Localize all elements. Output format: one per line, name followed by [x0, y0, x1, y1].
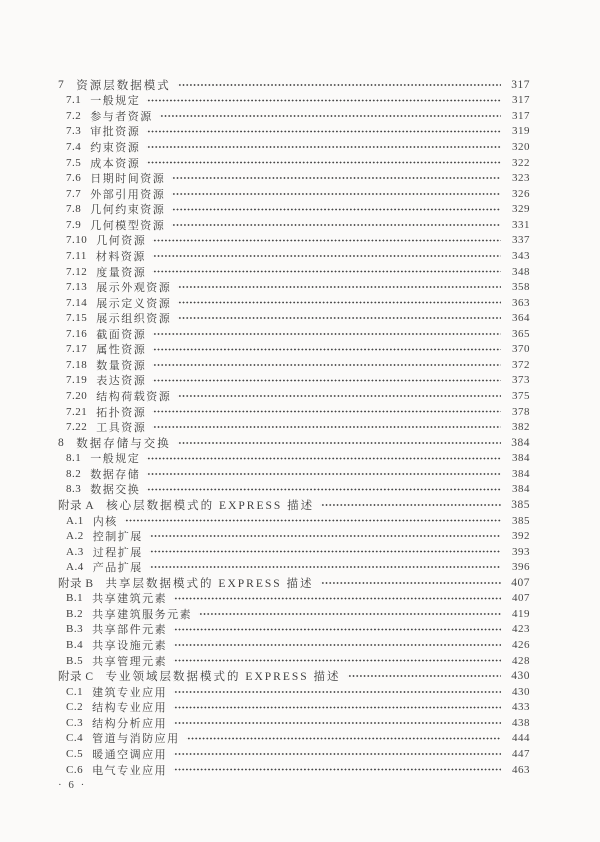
toc-row — [0, 731, 600, 747]
toc-row — [0, 653, 600, 669]
entry-page-number: 393 — [512, 545, 530, 558]
entry-page-number: 372 — [512, 358, 530, 371]
toc-row — [0, 513, 600, 529]
entry-page-number: 382 — [512, 421, 530, 434]
dot-leader — [152, 248, 501, 264]
entry-number: B.2 — [66, 607, 84, 620]
dot-leader — [171, 217, 501, 233]
entry-page-number: 365 — [512, 327, 530, 340]
entry-page-number: 384 — [511, 436, 530, 449]
entry-page-number: 337 — [512, 234, 530, 247]
entry-title: 约束资源 — [90, 142, 141, 155]
page-number: · 6 · — [58, 779, 87, 792]
dot-leader — [152, 373, 501, 389]
entry-title: 内核 — [92, 515, 118, 528]
toc-row — [0, 295, 600, 311]
toc-row — [0, 186, 600, 202]
entry-number: 7.3 — [66, 125, 82, 138]
entry-page-number: 331 — [512, 218, 530, 231]
entry-page-number: 317 — [511, 78, 530, 91]
dot-leader — [152, 233, 501, 249]
entry-number: 8.1 — [66, 452, 82, 465]
dot-leader — [124, 513, 501, 529]
entry-title: 展示组织资源 — [96, 313, 172, 326]
entry-title: 结构分析应用 — [92, 717, 168, 730]
entry-number: 7.20 — [66, 390, 88, 403]
entry-number: 7.1 — [66, 94, 82, 107]
entry-page-number: 385 — [511, 498, 530, 511]
toc-row — [0, 684, 600, 700]
entry-number: C.3 — [66, 716, 84, 729]
entry-number: 7.14 — [66, 296, 88, 309]
toc-row — [0, 746, 600, 762]
toc-row — [0, 388, 600, 404]
dot-leader — [152, 326, 501, 342]
entry-title: 度量资源 — [96, 266, 147, 279]
entry-number: 7.7 — [66, 187, 82, 200]
entry-title: 结构专业应用 — [92, 702, 168, 715]
toc-row — [0, 170, 600, 186]
entry-number: 附录 C — [58, 671, 94, 684]
dot-leader — [171, 202, 501, 218]
toc-row — [0, 326, 600, 342]
entry-page-number: 463 — [512, 763, 530, 776]
entry-title: 一般规定 — [90, 453, 141, 466]
entry-number: 8 — [58, 436, 65, 449]
entry-page-number: 363 — [512, 296, 530, 309]
entry-title: 几何模型资源 — [90, 219, 166, 232]
entry-page-number: 343 — [512, 249, 530, 262]
entry-number: 7.22 — [66, 421, 88, 434]
toc-row — [0, 404, 600, 420]
dot-leader — [152, 342, 501, 358]
entry-number: 附录 B — [58, 577, 94, 590]
entry-title: 截面资源 — [96, 328, 147, 341]
entry-number: C.4 — [66, 732, 84, 745]
entry-page-number: 407 — [512, 592, 530, 605]
toc-row — [0, 310, 600, 326]
toc-row — [0, 497, 600, 513]
dot-leader — [171, 186, 501, 202]
dot-leader — [173, 653, 501, 669]
entry-page-number: 348 — [512, 265, 530, 278]
entry-page-number: 319 — [512, 125, 530, 138]
dot-leader — [152, 264, 501, 280]
entry-page-number: 426 — [512, 639, 530, 652]
dot-leader — [173, 637, 501, 653]
entry-page-number: 385 — [512, 514, 530, 527]
entry-number: 7.6 — [66, 172, 82, 185]
dot-leader — [152, 404, 501, 420]
toc-row — [0, 762, 600, 778]
entry-title: 展示定义资源 — [96, 297, 172, 310]
dot-leader — [177, 388, 501, 404]
dot-leader — [173, 746, 501, 762]
entry-number: 7.19 — [66, 374, 88, 387]
dot-leader — [149, 528, 501, 544]
toc-row — [0, 419, 600, 435]
toc-row — [0, 700, 600, 716]
entry-page-number: 373 — [512, 374, 530, 387]
entry-title: 几何约束资源 — [90, 204, 166, 217]
dot-leader — [177, 310, 501, 326]
entry-number: 7.16 — [66, 327, 88, 340]
entry-page-number: 322 — [512, 156, 530, 169]
entry-number: B.4 — [66, 639, 84, 652]
toc-row — [0, 637, 600, 653]
dot-leader — [347, 668, 501, 684]
entry-title: 共享部件元素 — [92, 624, 168, 637]
dot-leader — [320, 497, 501, 513]
toc-row — [0, 108, 600, 124]
entry-page-number: 378 — [512, 405, 530, 418]
entry-page-number: 433 — [512, 701, 530, 714]
toc-row — [0, 715, 600, 731]
dot-leader — [173, 715, 501, 731]
toc-row — [0, 279, 600, 295]
entry-number: A.2 — [66, 530, 84, 543]
entry-title: 过程扩展 — [92, 546, 143, 559]
entry-number: 7.13 — [66, 281, 88, 294]
entry-number: 7.12 — [66, 265, 88, 278]
dot-leader — [173, 622, 501, 638]
entry-page-number: 438 — [512, 716, 530, 729]
entry-number: 7.17 — [66, 343, 88, 356]
entry-number: 8.3 — [66, 483, 82, 496]
toc-row — [0, 668, 600, 684]
entry-number: A.1 — [66, 514, 84, 527]
toc-row — [0, 373, 600, 389]
entry-title: 数量资源 — [96, 359, 147, 372]
entry-page-number: 407 — [511, 576, 530, 589]
dot-leader — [146, 466, 501, 482]
entry-number: 7.5 — [66, 156, 82, 169]
entry-number: B.5 — [66, 654, 84, 667]
entry-title: 产品扩展 — [92, 562, 143, 575]
dot-leader — [149, 544, 501, 560]
toc-row — [0, 139, 600, 155]
dot-leader — [173, 762, 501, 778]
toc-row — [0, 591, 600, 607]
toc-row — [0, 124, 600, 140]
dot-leader — [320, 575, 501, 591]
dot-leader — [146, 93, 501, 109]
toc-row — [0, 217, 600, 233]
entry-page-number: 384 — [512, 483, 530, 496]
dot-leader — [159, 108, 501, 124]
entry-number: 7.18 — [66, 358, 88, 371]
entry-number: A.3 — [66, 545, 84, 558]
entry-page-number: 320 — [512, 141, 530, 154]
entry-title: 日期时间资源 — [90, 173, 166, 186]
entry-number: 7.10 — [66, 234, 88, 247]
entry-title: 共享设施元素 — [92, 640, 168, 653]
entry-title: 电气专业应用 — [92, 764, 168, 777]
entry-title: 外部引用资源 — [90, 188, 166, 201]
entry-title: 成本资源 — [90, 157, 141, 170]
dot-leader — [171, 170, 501, 186]
dot-leader — [173, 684, 501, 700]
entry-page-number: 323 — [512, 172, 530, 185]
entry-title: 材料资源 — [95, 250, 146, 263]
entry-page-number: 430 — [512, 685, 530, 698]
dot-leader — [152, 357, 501, 373]
toc-row — [0, 155, 600, 171]
entry-title: 表达资源 — [96, 375, 147, 388]
entry-title: 暖通空调应用 — [92, 748, 168, 761]
entry-title: 数据存储 — [90, 468, 141, 481]
entry-title: 展示外观资源 — [96, 282, 172, 295]
entry-title: 核心层数据模式的 EXPRESS 描述 — [106, 499, 315, 512]
entry-page-number: 430 — [511, 670, 530, 683]
entry-number: B.1 — [66, 592, 84, 605]
dot-leader — [146, 482, 501, 498]
dot-leader — [177, 295, 501, 311]
toc-row — [0, 466, 600, 482]
entry-number: 7.2 — [66, 109, 82, 122]
toc-row — [0, 606, 600, 622]
toc-row — [0, 559, 600, 575]
entry-title: 管道与消防应用 — [92, 733, 180, 746]
toc-row — [0, 233, 600, 249]
entry-number: C.6 — [66, 763, 84, 776]
toc-row — [0, 264, 600, 280]
entry-number: C.1 — [66, 685, 84, 698]
entry-title: 共享管理元素 — [92, 655, 168, 668]
entry-title: 参与者资源 — [90, 110, 153, 123]
dot-leader — [177, 435, 501, 451]
toc-row — [0, 575, 600, 591]
entry-page-number: 392 — [512, 530, 530, 543]
entry-number: 7 — [58, 78, 65, 91]
entry-title: 控制扩展 — [92, 531, 143, 544]
toc-row — [0, 77, 600, 93]
entry-title: 拓扑资源 — [96, 406, 147, 419]
dot-leader — [198, 606, 501, 622]
entry-page-number: 317 — [512, 109, 530, 122]
dot-leader — [152, 419, 501, 435]
entry-number: 8.2 — [66, 467, 82, 480]
entry-title: 共享建筑服务元素 — [92, 608, 193, 621]
entry-title: 数据存储与交换 — [76, 437, 171, 450]
toc-row — [0, 622, 600, 638]
entry-title: 几何资源 — [96, 235, 147, 248]
dot-leader — [173, 591, 501, 607]
entry-page-number: 375 — [512, 390, 530, 403]
dot-leader — [186, 731, 501, 747]
entry-number: B.3 — [66, 623, 84, 636]
toc-row — [0, 544, 600, 560]
toc-row — [0, 435, 600, 451]
entry-title: 资源层数据模式 — [76, 79, 171, 92]
dot-leader — [173, 700, 501, 716]
entry-number: 7.11 — [66, 249, 87, 262]
page-footer — [0, 777, 600, 793]
entry-page-number: 419 — [512, 607, 530, 620]
toc-row — [0, 248, 600, 264]
dot-leader — [146, 139, 501, 155]
entry-title: 结构荷载资源 — [96, 391, 172, 404]
dot-leader — [146, 124, 501, 140]
toc-row — [0, 451, 600, 467]
entry-title: 共享建筑元素 — [92, 593, 168, 606]
entry-number: C.2 — [66, 701, 84, 714]
entry-title: 属性资源 — [96, 344, 147, 357]
dot-leader — [149, 559, 501, 575]
entry-page-number: 364 — [512, 312, 530, 325]
toc-row — [0, 342, 600, 358]
entry-page-number: 329 — [512, 203, 530, 216]
entry-number: C.5 — [66, 747, 84, 760]
entry-number: 7.15 — [66, 312, 88, 325]
toc-row — [0, 93, 600, 109]
entry-page-number: 326 — [512, 187, 530, 200]
dot-leader — [177, 279, 501, 295]
entry-number: A.4 — [66, 561, 84, 574]
entry-title: 专业领域层数据模式的 EXPRESS 描述 — [105, 671, 341, 684]
entry-number: 7.4 — [66, 141, 82, 154]
entry-title: 共享层数据模式的 EXPRESS 描述 — [105, 577, 314, 590]
toc-row — [0, 482, 600, 498]
entry-page-number: 370 — [512, 343, 530, 356]
entry-page-number: 444 — [512, 732, 530, 745]
entry-page-number: 358 — [512, 281, 530, 294]
entry-page-number: 396 — [512, 561, 530, 574]
entry-page-number: 447 — [512, 747, 530, 760]
toc-row — [0, 357, 600, 373]
dot-leader — [177, 77, 501, 93]
entry-title: 建筑专业应用 — [92, 686, 168, 699]
entry-page-number: 423 — [512, 623, 530, 636]
entry-page-number: 317 — [512, 94, 530, 107]
entry-number: 7.9 — [66, 218, 82, 231]
toc-row — [0, 528, 600, 544]
entry-page-number: 384 — [512, 467, 530, 480]
entry-number: 7.21 — [66, 405, 88, 418]
entry-title: 工具资源 — [96, 422, 147, 435]
toc-row — [0, 202, 600, 218]
dot-leader — [146, 155, 501, 171]
entry-title: 一般规定 — [90, 95, 141, 108]
entry-page-number: 428 — [512, 654, 530, 667]
entry-number: 7.8 — [66, 203, 82, 216]
entry-page-number: 384 — [512, 452, 530, 465]
entry-title: 审批资源 — [90, 126, 141, 139]
dot-leader — [146, 451, 501, 467]
entry-title: 数据交换 — [90, 484, 141, 497]
entry-number: 附录 A — [58, 499, 95, 512]
